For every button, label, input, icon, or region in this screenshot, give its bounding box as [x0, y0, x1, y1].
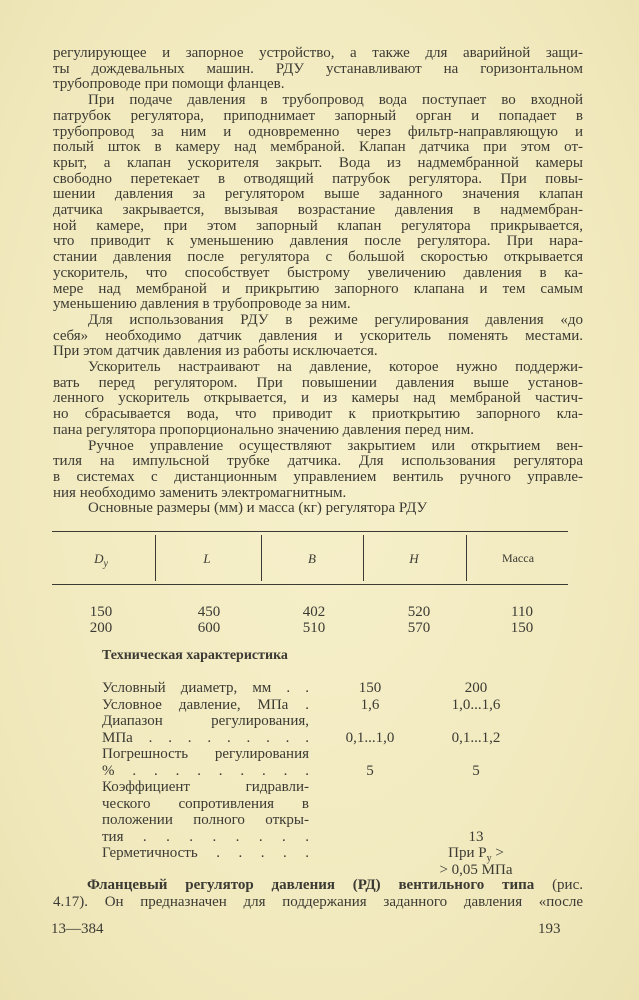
paragraph-3-line: ленного ускоритель открывается, и из камеры над мембраной частич- — [53, 390, 583, 407]
hermetic-prefix: При P — [448, 845, 487, 861]
paragraph-1-line: ускоритель, что способствует быстрому увеличению давления в ка- — [53, 264, 583, 281]
tech-spec-title: Техническая характеристика — [102, 648, 288, 663]
hermetic-subscript: у — [486, 853, 492, 864]
tech-spec-value: 5 — [472, 762, 480, 779]
header-b: B — [308, 551, 316, 566]
paragraph-3-line: Ускоритель настраивают на давление, которое нужно поддержи- — [88, 359, 583, 375]
paragraph-2-line: себя» необходимо датчик давления и ускоритель поменять местами. — [53, 327, 583, 344]
paragraph-2-line: Для использования РДУ в режиме регулирования давления «до — [88, 311, 583, 328]
tech-spec-value: 0,1...1,2 — [451, 729, 501, 746]
paragraph-1-line: стании давления после регулятора с большой скоростью открывается — [53, 249, 583, 266]
tech-spec-label: МПа . . . . . . . . . — [102, 729, 309, 746]
tech-spec-label: % . . . . . . . . . — [102, 762, 309, 779]
tech-spec-label: Условное давление, МПа . — [102, 696, 309, 713]
paragraph-1-line: полый шток в камеру над мембраной. Клапан датчика при этом от- — [53, 139, 583, 156]
paragraph-1-line: крыт, а клапан ускорителя закрыт. Вода из надмембранной камеры — [53, 154, 583, 171]
table-cell: 150 — [89, 604, 113, 620]
tech-spec-value: > 0,05 МПа — [439, 861, 513, 878]
paragraph-3-line: вать перед регулятором. При повышении давления выше установ- — [53, 374, 583, 391]
header-h: H — [409, 551, 419, 566]
closing-line-2: 4.17). Он предназначен для поддержания заданного давления «после — [53, 894, 583, 910]
table-cell: 570 — [407, 620, 431, 636]
tech-spec-value: 150 — [358, 680, 382, 696]
paragraph-3-line: пана регулятора пропорционально значению давления перед ним. — [53, 421, 475, 438]
paragraph-1-line: уменьшению давления в трубопроводе за ним. — [53, 296, 351, 313]
tech-spec-label: Коэффициент гидравли- — [102, 779, 309, 795]
column-divider — [363, 535, 364, 581]
tech-spec-label: Герметичность . . . . . — [102, 845, 309, 861]
paragraph-2-line: При этом датчик давления из работы исключается. — [53, 343, 378, 360]
header-dy-subscript: у — [103, 558, 108, 570]
paragraph-1-line: свободно перетекает в отводящий патрубок регулятора. При повы- — [53, 170, 583, 187]
tech-spec-value: 0,1...1,0 — [345, 729, 395, 746]
header-dy — [94, 551, 108, 570]
table-cell: 450 — [197, 604, 221, 620]
tech-spec-label: тия . . . . . . . . — [102, 828, 309, 845]
closing-line-1 — [53, 877, 583, 894]
paragraph-4-line: в системах с дистанционным управлением вентиль ручного управле- — [53, 468, 583, 485]
tech-spec-label: положении полного откры- — [102, 812, 309, 828]
paragraph-0-line: регулирующее и запорное устройство, а также для аварийной защи- — [53, 45, 583, 61]
tech-spec-value: 1,0...1,6 — [451, 696, 501, 713]
paragraph-0-line: ты дождевальных машин. РДУ устанавливают на горизонтальном — [53, 60, 583, 77]
tech-spec-label: Условный диаметр, мм . . — [102, 680, 309, 696]
tech-spec-value: 5 — [366, 762, 374, 779]
column-divider — [155, 535, 156, 581]
paragraph-3-line: но сбрасывается вода, что приводит к приоткрытию запорного кла- — [53, 406, 583, 423]
tech-spec-value: 13 — [468, 828, 484, 845]
tech-spec-label: Диапазон регулирования, — [102, 713, 309, 729]
paragraph-5-line: Основные размеры (мм) и масса (кг) регулятора РДУ — [88, 500, 428, 517]
table-cell: 110 — [511, 604, 533, 620]
closing-line-1-tail: (рис. — [534, 877, 583, 893]
paragraph-4-line: тиля на импульсной трубке датчика. Для использования регулятора — [53, 453, 583, 470]
table-cell: 520 — [407, 604, 431, 620]
tech-spec-value: 1,6 — [360, 696, 380, 713]
paragraph-1-line: мере над мембраной и прикрытию запорного клапана и тем самым — [53, 280, 583, 297]
header-mass: Масса — [501, 551, 535, 565]
tech-spec-value: 200 — [464, 680, 488, 696]
table-cell: 402 — [302, 604, 326, 620]
closing-bold-lead: Фланцевый регулятор давления (РД) вентильного типа — [87, 877, 535, 893]
paragraph-1-line: датчика закрывается, вызывая возрастание давления в надмембран- — [53, 202, 583, 218]
table-cell: 200 — [89, 620, 113, 636]
signature-mark: 13—384 — [51, 921, 104, 937]
header-dy-symbol: D — [94, 551, 104, 566]
paragraph-1-line: шении давления за регулятором выше заданного значения клапан — [53, 186, 583, 203]
paragraph-0-line: трубопроводе при помощи фланцев. — [53, 76, 285, 93]
tech-spec-label: ческого сопротивления в — [102, 795, 309, 812]
table-cell: 150 — [510, 620, 534, 636]
paragraph-1-line: трубопровод за ним и одновременно через фильтр-направляющую и — [53, 123, 583, 140]
column-divider — [466, 535, 467, 581]
table-cell: 600 — [197, 620, 221, 636]
hermetic-tail: > — [491, 845, 504, 861]
paragraph-1-line: что приводит к уменьшению давления после регулятора. При нара- — [53, 233, 583, 250]
paragraph-1-line: патрубок регулятора, приподнимает запорный орган и попадает в — [53, 107, 583, 124]
paragraph-1-line: При подаче давления в трубопровод вода поступает во входной — [88, 92, 583, 109]
page-number: 193 — [538, 921, 561, 937]
table-header-rule — [52, 584, 568, 585]
paragraph-4-line: ния необходимо заменить электромагнитным. — [53, 484, 347, 501]
paragraph-1-line: ной камере, при этом запорный клапан регулятора прикрывается, — [53, 217, 583, 234]
column-divider — [261, 535, 262, 581]
paragraph-4-line: Ручное управление осуществляют закрытием или открытием вен- — [88, 437, 583, 454]
table-cell: 510 — [302, 620, 326, 636]
header-l: L — [203, 551, 211, 566]
tech-spec-label: Погрешность регулирования — [102, 746, 309, 762]
table-top-rule — [52, 531, 568, 532]
